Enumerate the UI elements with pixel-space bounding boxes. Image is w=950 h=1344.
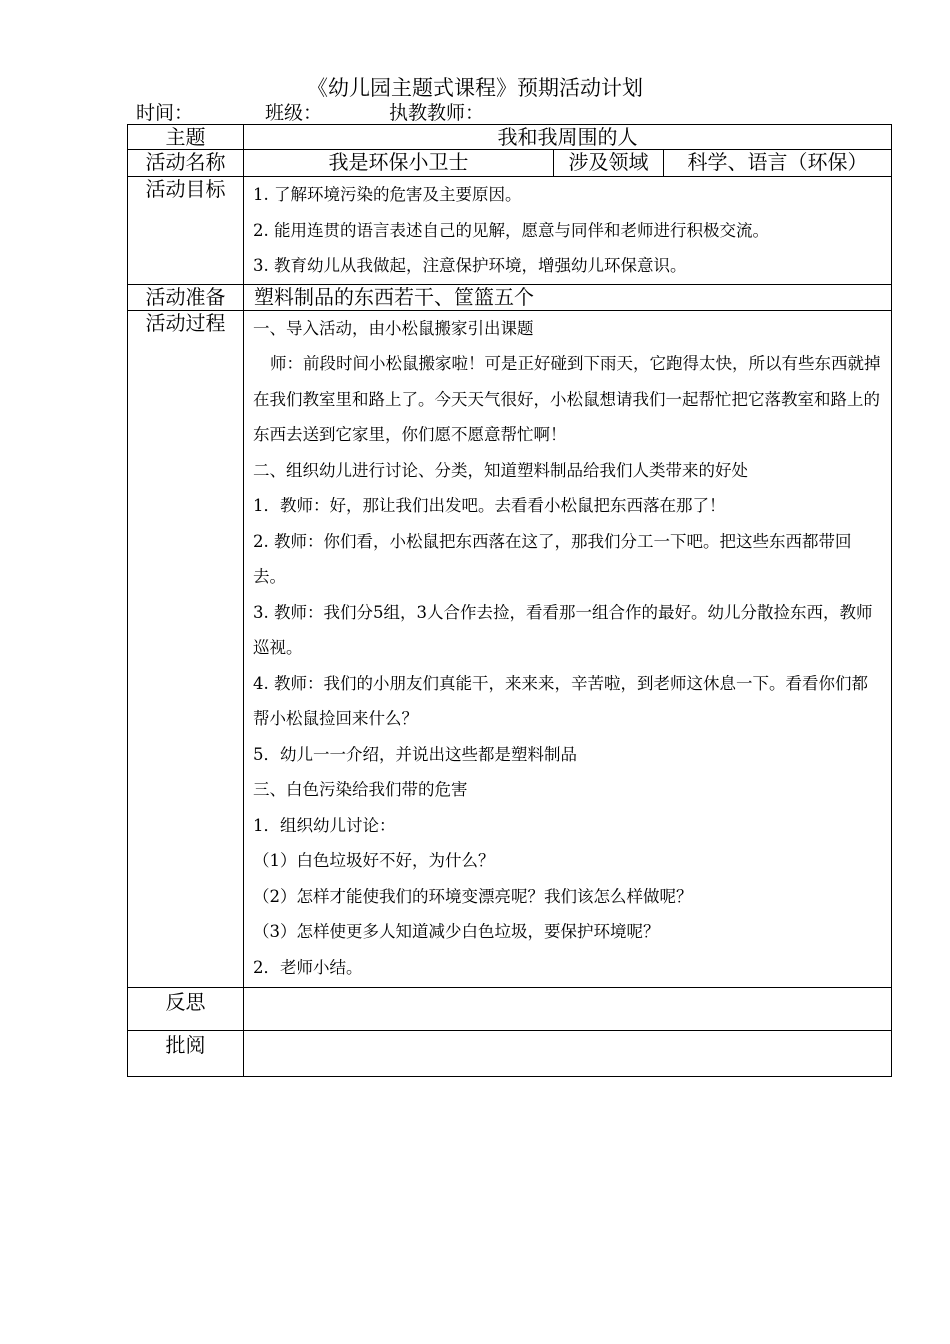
- row-theme: [128, 125, 892, 150]
- preparation-label: 活动准备: [128, 284, 244, 310]
- section-heading: 三、白色污染给我们带的危害: [253, 780, 468, 799]
- row-reflection: [128, 987, 892, 1030]
- discussion-question: （1）白色垃圾好不好，为什么？: [253, 851, 495, 870]
- theme-value: 我和我周围的人: [244, 125, 892, 150]
- process-step: 5．幼儿一一介绍，并说出这些都是塑料制品: [253, 744, 577, 764]
- goal-item: 3. 教育幼儿从我做起，注意保护环境，增强幼儿环保意识。: [253, 256, 687, 275]
- discussion-question: （3）怎样使更多人知道减少白色垃圾，要保护环境呢？: [253, 922, 660, 941]
- document-title: 《幼儿园主题式课程》预期活动计划: [307, 76, 643, 100]
- process-step: 2. 教师：你们看，小松鼠把东西落在这了，那我们分工一下吧。把这些东西都带回去。: [253, 531, 852, 586]
- preparation-value: 塑料制品的东西若干、筐篮五个: [244, 284, 892, 310]
- discussion-question: （2）怎样才能使我们的环境变漂亮呢？我们该怎么样做呢？: [253, 886, 693, 906]
- process-step: 1．教师：好，那让我们出发吧。去看看小松鼠把东西落在那了！: [253, 496, 726, 515]
- activity-name-value: 我是环保小卫士: [244, 150, 554, 177]
- review-label: 批阅: [128, 1030, 244, 1076]
- reflection-value: [244, 987, 892, 1030]
- domain-value: 科学、语言（环保）: [664, 150, 892, 177]
- goal-item: 2. 能用连贯的语言表述自己的见解，愿意与同伴和老师进行积极交流。: [253, 220, 769, 240]
- goal-item: 1. 了解环境污染的危害及主要原因。: [253, 185, 522, 204]
- process-paragraph: 师：前段时间小松鼠搬家啦！可是正好碰到下雨天，它跑得太快，所以有些东西就掉在我们教室里和路上了。今天天气很好，小松鼠想请我们一起帮忙把它落教室和路上的东西去送到它家里，你们愿不愿意帮忙啊！: [253, 354, 881, 444]
- row-review: [128, 1030, 892, 1076]
- section-heading: 二、组织幼儿进行讨论、分类，知道塑料制品给我们人类带来的好处: [253, 460, 748, 480]
- reflection-label: 反思: [128, 987, 244, 1030]
- activity-plan-table: [127, 124, 892, 1077]
- process-label: 活动过程: [128, 310, 244, 987]
- meta-class-label: 班级：: [265, 102, 323, 124]
- meta-teacher-label: 执教教师：: [389, 102, 485, 124]
- process-step: 1．组织幼儿讨论：: [253, 815, 396, 835]
- domain-label: 涉及领域: [554, 150, 664, 177]
- process-step: 3. 教师：我们分5组，3人合作去捡，看看那一组合作的最好。幼儿分散捡东西，教师巡视。: [253, 602, 873, 657]
- review-value: [244, 1030, 892, 1076]
- row-preparation: [128, 284, 892, 310]
- activity-name-label: 活动名称: [128, 150, 244, 177]
- meta-time-label: 时间：: [136, 102, 194, 124]
- row-process: [128, 310, 892, 987]
- process-step: 2．老师小结。: [253, 957, 363, 977]
- row-goals: [128, 177, 892, 285]
- row-activity-name: [128, 150, 892, 177]
- process-step: 4. 教师：我们的小朋友们真能干，来来来，辛苦啦，到老师这休息一下。看看你们都帮小松鼠捡回来什么？: [253, 673, 868, 728]
- theme-label: 主题: [128, 125, 244, 150]
- process-cell: [244, 310, 892, 987]
- goals-label: 活动目标: [128, 177, 244, 285]
- goals-cell: [244, 177, 892, 285]
- section-heading: 一、导入活动，由小松鼠搬家引出课题: [253, 318, 534, 338]
